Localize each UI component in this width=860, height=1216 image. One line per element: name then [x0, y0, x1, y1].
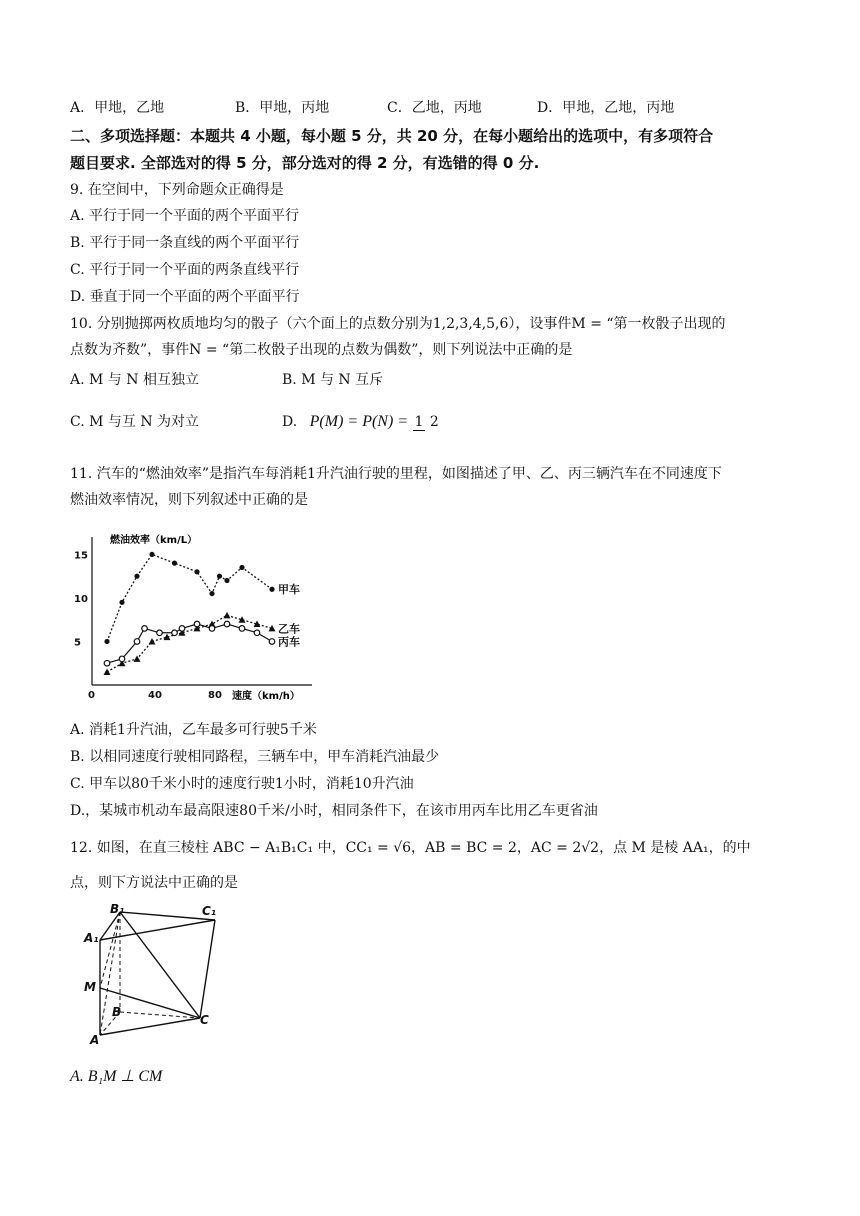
q10-options-row1: [70, 370, 383, 390]
q9-option-a: A. 平行于同一个平面的两个平面平行: [70, 208, 300, 224]
data-point: [142, 626, 148, 632]
q12-stem-line1: 12. 如图，在直三棱柱 ABC − A₁B₁C₁ 中，CC₁ = √6，AB = BC = 2，AC = 2√2，点 M 是棱 AA₁，的中: [70, 840, 751, 856]
data-point: [104, 660, 110, 666]
data-point: [194, 569, 199, 574]
data-point: [269, 639, 275, 645]
data-point: [239, 626, 245, 632]
data-point: [149, 638, 156, 645]
q10-option-d-fraction: [413, 414, 439, 431]
series-line-1: [107, 615, 272, 672]
y-tick-label: 10: [74, 593, 88, 605]
data-point: [119, 600, 124, 605]
q11-stem-line1: 11. 汽车的“燃油效率”是指汽车每消耗1升汽油行驶的里程，如图描述了甲、乙、丙三辆汽车在不同速度下: [70, 466, 722, 482]
q9-option-c: C. 平行于同一个平面的两条直线平行: [70, 262, 300, 278]
label-B: B: [112, 1005, 122, 1019]
q10-option-d-expr: P(M) = P(N) =: [309, 413, 409, 430]
q8-option-a: A．甲地，乙地: [70, 100, 165, 116]
data-point: [224, 621, 230, 627]
q10-options-row2: [70, 412, 439, 432]
data-point: [104, 668, 111, 675]
q10-stem-line2: 点数为齐数”，事件N = “第二枚骰子出现的点数为偶数”，则下列说法中正确的是: [70, 342, 573, 358]
q11-option-b: B. 以相同速度行驶相同路程，三辆车中，甲车消耗汽油最少: [70, 749, 440, 765]
series-line-0: [107, 554, 272, 641]
chart-series: [104, 552, 276, 675]
q11-option-c: C. 甲车以80千米小时的速度行驶1小时，消耗10升汽油: [70, 776, 414, 792]
q10-option-c: C. M 与互 N 为对立: [70, 414, 200, 430]
q11-option-d: D.，某城市机动车最高限速80千米/小时，相同条件下，在该市用丙车比用乙车更省油: [70, 803, 598, 819]
data-point: [254, 630, 260, 636]
q9-stem: 9. 在空间中，下列命题众正确得是: [70, 182, 284, 198]
label-C: C: [200, 1013, 209, 1027]
data-point: [269, 587, 274, 592]
data-point: [134, 639, 140, 645]
series-label: 乙车: [278, 622, 300, 636]
q8-option-c: C．乙地，丙地: [387, 100, 482, 116]
data-point: [239, 565, 244, 570]
y-tick-label: 5: [74, 637, 81, 649]
data-point: [134, 574, 139, 579]
series-label: 丙车: [278, 635, 300, 649]
data-point: [179, 626, 185, 632]
q8-option-b: B．甲地，丙地: [235, 100, 330, 116]
q10-option-d: [282, 412, 439, 432]
q10-option-b: B. M 与 N 互斥: [282, 372, 384, 388]
label-M: M: [84, 980, 96, 994]
fuel-efficiency-chart: [72, 525, 322, 710]
q10-option-a: A. M 与 N 相互独立: [70, 372, 199, 388]
data-point: [172, 561, 177, 566]
label-A1: A₁: [84, 931, 99, 945]
chart-ylabel: 燃油效率（km/L）: [110, 535, 198, 546]
data-point: [224, 578, 229, 583]
label-B1: B₁: [110, 902, 125, 916]
q8-option-d: D．甲地，乙地，丙地: [537, 100, 675, 116]
q12-stem-line2: 点，则下方说法中正确的是: [70, 875, 238, 891]
data-point: [194, 621, 200, 627]
chart-xlabel: 速度（km/h）: [232, 691, 300, 702]
q9-option-b: B. 平行于同一条直线的两个平面平行: [70, 235, 300, 251]
prism-figure: [80, 900, 240, 1050]
section-heading-line1: 二、多项选择题：本题共 4 小题，每小题 5 分，共 20 分，在每小题给出的选项中，有多项符合: [70, 127, 714, 145]
q10-stem-line1: 10. 分别抛掷两枚质地均匀的骰子（六个面上的点数分别为1,2,3,4,5,6），设事件M = “第一枚骰子出现的: [70, 316, 726, 332]
label-C1: C₁: [202, 904, 217, 918]
data-point: [217, 574, 222, 579]
series-label: 甲车: [278, 583, 300, 597]
data-point: [172, 630, 178, 636]
fraction-denominator: 2: [429, 413, 439, 430]
x-tick-label: 0: [88, 690, 95, 701]
x-tick-label: 40: [148, 690, 162, 701]
data-point: [157, 630, 163, 636]
q8-options: [70, 98, 674, 118]
fraction-numerator: 1: [414, 413, 424, 430]
q12-option-a: A. B₁M ⊥ CM: [70, 1068, 163, 1085]
x-tick-label: 80: [208, 690, 222, 701]
data-point: [224, 612, 231, 619]
data-point: [119, 656, 125, 662]
section-heading-line2: 题目要求. 全部选对的得 5 分，部分选对的得 2 分，有选错的得 0 分.: [70, 154, 540, 172]
q11-stem-line2: 燃油效率情况，则下列叙述中正确的是: [70, 492, 308, 508]
q10-option-d-prefix: D.: [282, 414, 298, 430]
label-A: A: [90, 1033, 100, 1047]
chart-legend: [278, 582, 300, 648]
q9-option-d: D. 垂直于同一个平面的两个平面平行: [70, 289, 300, 305]
y-tick-label: 15: [74, 550, 88, 562]
data-point: [209, 626, 215, 632]
data-point: [209, 591, 214, 596]
series-line-2: [107, 624, 272, 663]
data-point: [104, 639, 109, 644]
data-point: [149, 552, 154, 557]
q11-option-a: A. 消耗1升汽油，乙车最多可行驶5千米: [70, 722, 317, 738]
